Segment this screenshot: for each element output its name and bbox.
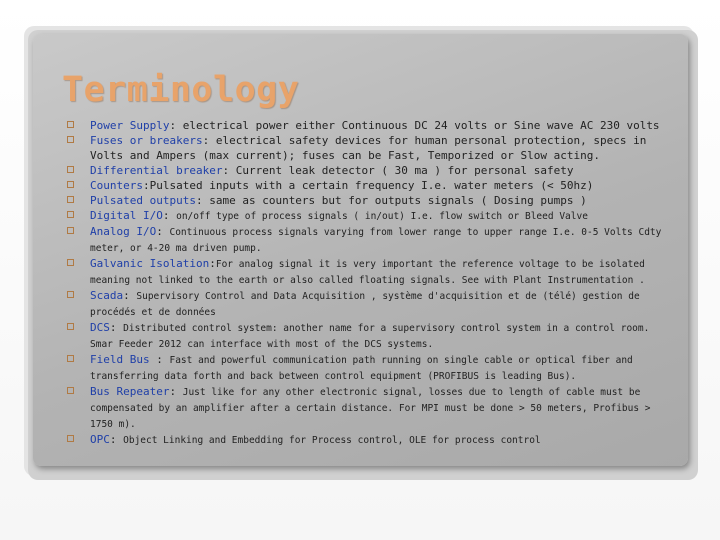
term: Field Bus (90, 353, 150, 366)
term: Differential breaker (90, 164, 223, 177)
definition: electrical safety devices for human personal protection, specs in Volts and Ampers (max current); fuses can be Fast, Temporized or Slow acting. (90, 134, 647, 162)
term: Fuses or breakers (90, 134, 203, 147)
term: Scada (90, 289, 124, 302)
definition: on/off type of process signals ( in/out) I.e. flow switch or Bleed Valve (176, 211, 588, 222)
square-bullet-icon (67, 259, 74, 266)
term: Bus Repeater (90, 385, 170, 398)
definition: For analog signal it is very important the reference voltage to be isolated meaning not linked to the earth or also called floating signals. See with Plant Instrumentation . (90, 259, 645, 286)
square-bullet-icon (67, 435, 74, 442)
list-item: DCS: Distributed control system: another name for a supervisory control system in a control room. Smar Feeder 2012 can interface with most of the DCS systems. (62, 320, 662, 352)
square-bullet-icon (67, 136, 74, 143)
list-item: Power Supply: electrical power either Continuous DC 24 volts or Sine wave AC 230 volts (62, 118, 662, 133)
square-bullet-icon (67, 211, 74, 218)
definition: same as counters but for outputs signals ( Dosing pumps ) (209, 194, 587, 207)
term: Digital I/O (90, 209, 163, 222)
definition: Fast and powerful communication path running on single cable or optical fiber and transferring data forth and back between control equipment (PROFIBUS is leading Bus). (90, 355, 633, 382)
term: Galvanic Isolation (90, 257, 210, 270)
square-bullet-icon (67, 387, 74, 394)
definition: Current leak detector ( 30 ma ) for personal safety (235, 164, 574, 177)
definition: Continuous process signals varying from lower range to upper range I.e. 0-5 Volts Cdty meter, or 4-20 ma driven pump. (90, 227, 662, 254)
square-bullet-icon (67, 196, 74, 203)
term: DCS (90, 321, 110, 334)
list-item: Bus Repeater: Just like for any other electronic signal, losses due to length of cable must be compensated by an amplifier after a certain distance. For MPI must be done > 50 meters, Profibus > 1750 m). (62, 384, 662, 432)
terminology-list (62, 118, 662, 448)
square-bullet-icon (67, 355, 74, 362)
term: Counters (90, 179, 143, 192)
definition: Just like for any other electronic signal, losses due to length of cable must be compensated by an amplifier after a certain distance. For MPI must be done > 50 meters, Profibus > 1750 m). (90, 387, 651, 430)
list-item: OPC: Object Linking and Embedding for Process control, OLE for process control (62, 432, 662, 448)
definition: Pulsated inputs with a certain frequency I.e. water meters (< 50hz) (149, 179, 594, 192)
list-item: Counters:Pulsated inputs with a certain frequency I.e. water meters (< 50hz) (62, 178, 662, 193)
definition: Supervisory Control and Data Acquisition , système d'acquisition et de (télé) gestion de procédés et de données (90, 291, 640, 318)
definition: electrical power either Continuous DC 24 volts or Sine wave AC 230 volts (182, 119, 660, 132)
list-item: Digital I/O: on/off type of process signals ( in/out) I.e. flow switch or Bleed Valve (62, 208, 662, 224)
square-bullet-icon (67, 166, 74, 173)
definition: Distributed control system: another name for a supervisory control system in a control room. Smar Feeder 2012 can interface with most of the DCS systems. (90, 323, 650, 350)
term: Analog I/O (90, 225, 157, 238)
slide-title: Terminology (62, 70, 300, 110)
term: Pulsated outputs (90, 194, 196, 207)
list-item: Galvanic Isolation:For analog signal it is very important the reference voltage to be isolated meaning not linked to the earth or also called floating signals. See with Plant Instrumentation . (62, 256, 662, 288)
list-item: Pulsated outputs: same as counters but for outputs signals ( Dosing pumps ) (62, 193, 662, 208)
square-bullet-icon (67, 121, 74, 128)
list-item: Fuses or breakers: electrical safety devices for human personal protection, specs in Volts and Ampers (max current); fuses can be Fast, Temporized or Slow acting. (62, 133, 662, 163)
square-bullet-icon (67, 181, 74, 188)
list-item: Analog I/O: Continuous process signals varying from lower range to upper range I.e. 0-5 Volts Cdty meter, or 4-20 ma driven pump. (62, 224, 662, 256)
definition: Object Linking and Embedding for Process control, OLE for process control (123, 435, 541, 446)
square-bullet-icon (67, 291, 74, 298)
term: Power Supply (90, 119, 170, 132)
term: OPC (90, 433, 110, 446)
list-item: Scada: Supervisory Control and Data Acquisition , système d'acquisition et de (télé) gestion de procédés et de données (62, 288, 662, 320)
list-item: Differential breaker: Current leak detector ( 30 ma ) for personal safety (62, 163, 662, 178)
list-item: Field Bus : Fast and powerful communication path running on single cable or optical fiber and transferring data forth and back between control equipment (PROFIBUS is leading Bus). (62, 352, 662, 384)
square-bullet-icon (67, 227, 74, 234)
square-bullet-icon (67, 323, 74, 330)
